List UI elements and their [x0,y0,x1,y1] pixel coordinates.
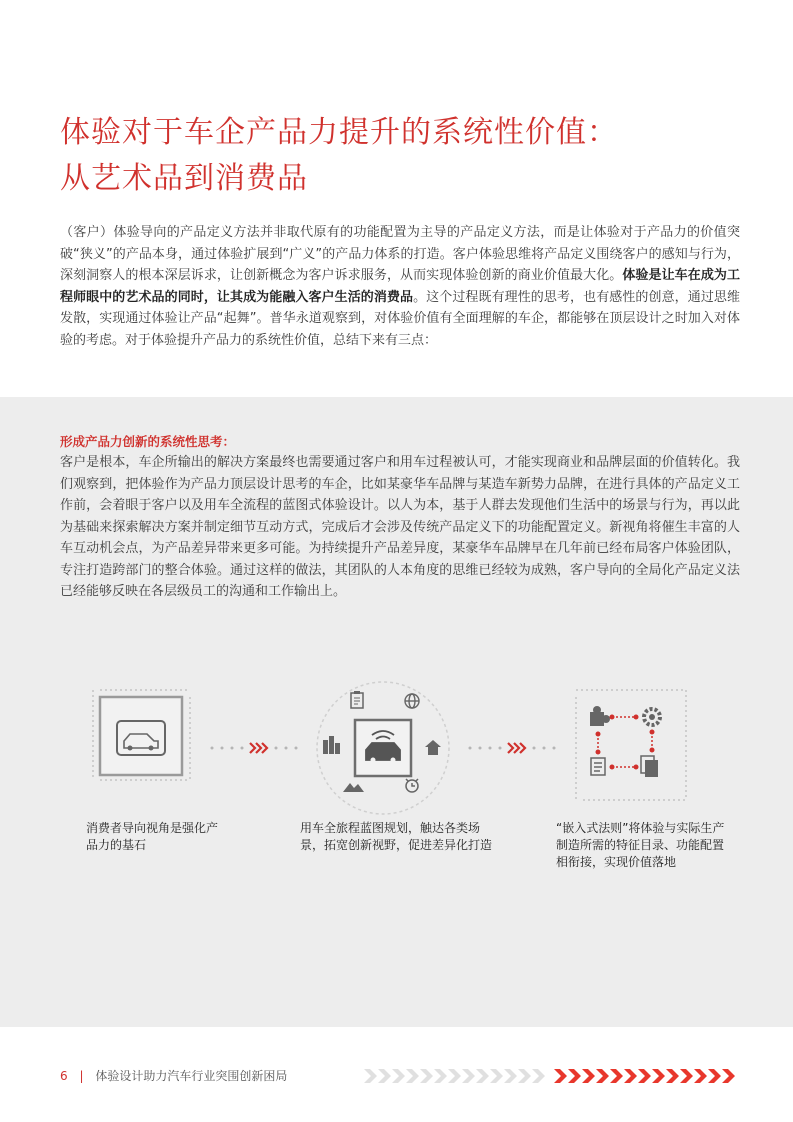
mountain-icon [343,783,364,792]
frame-1 [100,697,182,775]
connector-2 [469,743,556,753]
intro-bold-text: 体验是让车在成为工程师眼中的艺术品的同时，让其成为能融入客户生活的消费品 [60,268,740,305]
link-lines [598,717,652,767]
footer-separator: | [79,1069,84,1083]
step-3-graphic [576,690,686,800]
clipboard-icon [351,691,363,708]
step-1-graphic [93,690,190,780]
process-diagram [0,650,793,910]
puzzle-icon [590,706,610,726]
step-3-caption: “嵌入式法则”将体验与实际生产制造所需的特征目录、功能配置相衔接，实现价值落地 [556,821,725,869]
globe-icon [405,694,419,708]
copy-icon [641,756,658,777]
footer-title: 体验设计助力汽车行业突围创新困局 [95,1069,288,1083]
arrow-chevrons-1 [250,743,267,753]
intro-text-1: （客户）体验导向的产品定义方法并非取代原有的功能配置为主导的产品定义方法，而是让体验对于产品力的价值突破“狭义”的产品本身，通过体验扩展到“广义”的产品力体系的打造。客户体验思维将产品定义围绕客户的感知与行为，深刻洞察人的根本深层诉求，让创新概念为客户诉求服务，从而实现体验创新的商业价值最大化。 [60,225,740,283]
intro-text-2: 。这个过程既有理性的思考，也有感性的创意，通过思维发散，实现通过体验让产品“起舞”。普华永道观察到，对体验价值有全面理解的车企，都能够在顶层设计之时加入对体验的考虑。对于体验提升产品力的系统性价值，总结下来有三点： [60,289,740,348]
gear-icon [644,709,660,725]
step-2-caption: 用车全旅程蓝图规划，触达各类场景，拓宽创新视野，促进差异化打造 [300,821,493,852]
connector-1 [211,743,298,753]
step-2-graphic [317,682,449,814]
section-body: 客户是根本，车企所输出的解决方案最终也需要通过客户和用车过程被认可，才能实现商业和品牌层面的价值转化。我们观察到，把体验作为产品力顶层设计思考的车企，比如某豪华车品牌与某造车新势力品牌，在进行具体的产品定义工作前，会着眼于客户以及用车全流程的蓝图式体验设计。以人为本，基于人群去发现他们生活中的场景与行为，再以此为基础来探索解决方案并制定细节互动方式，完成后才会涉及传统产品定义下的功能配置定义。新视角将催生丰富的人车互动机会点，为产品差异带来更多可能。为持续提升产品差异度，某豪华车品牌早在几年前已经布局客户体验团队，专注打造跨部门的整合体验。通过这样的做法，其团队的人本角度的思维已经较为成熟，客户导向的全局化产品定义法已经能够反映在各层级员工的沟通和工作输出上。 [60,455,740,599]
home-icon [425,740,441,755]
step-1-caption: 消费者导向视角是强化产品力的基石 [86,821,219,852]
title-line-1: 体验对于车企产品力提升的系统性价值： [60,115,618,150]
alarm-clock-icon [406,779,418,792]
buildings-icon [323,736,340,754]
document-icon [591,758,605,775]
page-footer [60,1067,287,1084]
footer-chevrons [364,1067,744,1085]
title-line-2: 从艺术品到消费品 [60,161,308,196]
section-heading: 形成产品力创新的系统性思考： [60,434,236,449]
dotted-frame-3 [576,690,686,800]
arrow-chevrons-2 [508,743,525,753]
page-number: 6 [60,1069,68,1083]
intro-paragraph [60,222,740,351]
page-title [60,110,740,202]
